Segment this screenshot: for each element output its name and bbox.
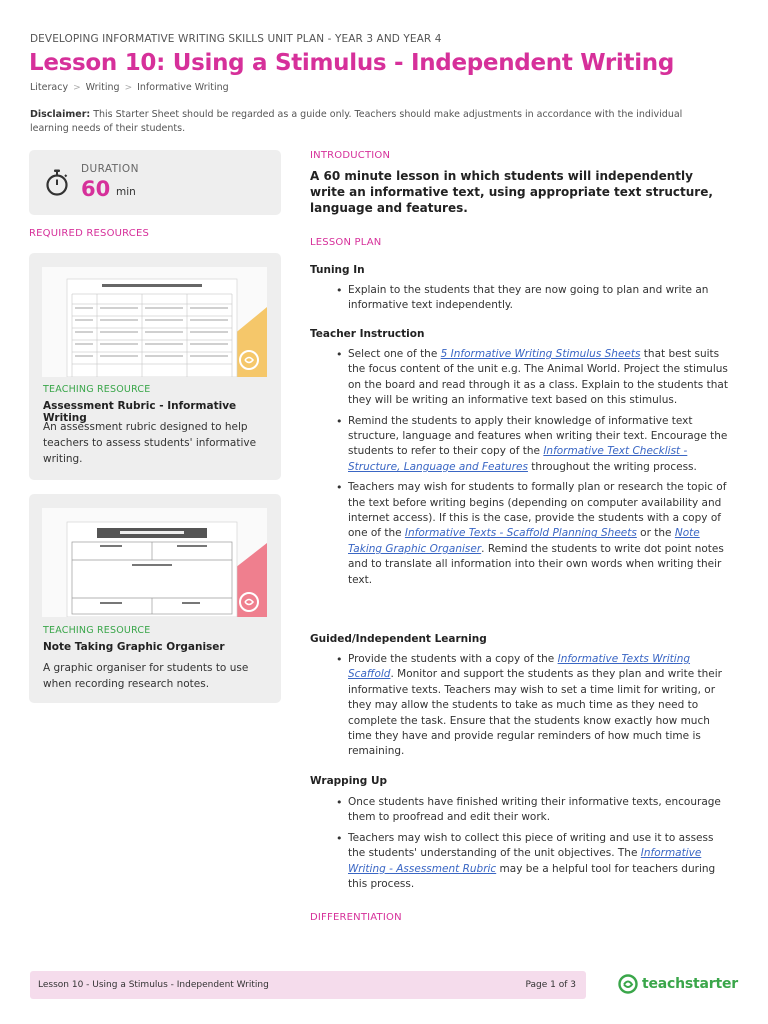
introduction-heading: INTRODUCTION [310, 150, 391, 161]
resource-description: A graphic organiser for students to use when recording research notes. [43, 662, 249, 690]
duration-label: DURATION [81, 163, 139, 175]
tuning-in-heading: Tuning In [310, 264, 365, 276]
unit-plan-label: DEVELOPING INFORMATIVE WRITING SKILLS UNIT PLAN - YEAR 3 AND YEAR 4 [30, 33, 442, 45]
link-assessment-rubric[interactable]: Informative Writing - Assessment Rubric [348, 847, 702, 875]
resource-thumbnail[interactable] [42, 267, 267, 377]
footer-lesson-title: Lesson 10 - Using a Stimulus - Independent Writing [38, 980, 269, 990]
stopwatch-icon [45, 169, 69, 197]
duration-unit: min [116, 186, 136, 198]
link-text-checklist[interactable]: Informative Text Checklist - Structure, Language and Features [348, 445, 688, 473]
resource-thumbnail[interactable] [42, 508, 267, 617]
breadcrumb [30, 82, 229, 93]
resource-type: TEACHING RESOURCE [43, 625, 151, 636]
resource-type: TEACHING RESOURCE [43, 384, 151, 395]
duration-value: 60 [81, 177, 111, 201]
list-item: • Teachers may wish for students to formally plan or research the topic of the text before writing begins (depending on computer availability and internet access). If this is the case, provide the students with a copy of one of the Informative Texts - Scaffold Planning Sheets or the Note Taking Graphic Organiser. Remind the students to write dot point notes and to translate all information into their own words when writing their text. [336, 480, 732, 588]
lesson-plan-heading: LESSON PLAN [310, 237, 382, 248]
guided-learning-list [336, 652, 732, 765]
list-item: • Teachers may wish to collect this piece of writing and use it to assess the students' understanding of the unit objectives. The Informative Writing - Assessment Rubric may be a helpful tool for teachers during this process. [336, 831, 732, 893]
resource-name[interactable]: Note Taking Graphic Organiser [43, 641, 225, 653]
teacher-instruction-list [336, 347, 732, 593]
breadcrumb-item-literacy[interactable]: Literacy [30, 82, 69, 93]
breadcrumb-item-informative-writing[interactable]: Informative Writing [137, 82, 229, 93]
link-note-taking-organiser[interactable]: Note Taking Graphic Organiser [348, 527, 700, 555]
wrapping-up-list [336, 795, 732, 897]
resource-description: An assessment rubric designed to help teachers to assess students' informative writing. [43, 421, 257, 465]
link-scaffold-planning-sheets[interactable]: Informative Texts - Scaffold Planning Sheets [404, 527, 637, 540]
list-item: • Remind the students to apply their knowledge of informative text structure, language and features when writing their text. Encourage the students to refer to their copy of the Informative Text Checklist - Structure, Language and Features throughout the writing process. [336, 414, 732, 476]
duration-box [29, 150, 281, 215]
list-item: • Once students have finished writing their informative texts, encourage them to proofread and edit their work. [336, 795, 732, 826]
brand-logo [618, 974, 738, 994]
guided-learning-heading: Guided/Independent Learning [310, 633, 487, 645]
link-writing-scaffold[interactable]: Informative Texts Writing Scaffold [348, 653, 691, 681]
resource-card-note-taking-organiser[interactable] [29, 494, 281, 703]
list-item: • Provide the students with a copy of the Informative Texts Writing Scaffold. Monitor and support the students as they plan and write their informative texts. Teachers may wish to set a time limit for writing, or they may allow the students to take as much time as they need to complete the task. Ensure that the students know exactly how much time they have and provide regular reminders of how much time is remaining. [336, 652, 732, 760]
required-resources-heading: REQUIRED RESOURCES [29, 228, 150, 239]
teacher-instruction-heading: Teacher Instruction [310, 328, 425, 340]
footer-bar [30, 971, 586, 999]
list-item: • Explain to the students that they are now going to plan and write an informative text independently. [336, 283, 732, 314]
disclaimer-label: Disclaimer: [30, 109, 91, 120]
page-number: Page 1 of 3 [525, 980, 576, 990]
resource-card-assessment-rubric[interactable] [29, 253, 281, 480]
wrapping-up-heading: Wrapping Up [310, 775, 387, 787]
link-stimulus-sheets[interactable]: 5 Informative Writing Stimulus Sheets [440, 348, 641, 360]
resource-name[interactable]: Assessment Rubric - Informative Writing [43, 400, 237, 424]
organiser-preview-image [42, 508, 267, 617]
list-item: • Select one of the 5 Informative Writing Stimulus Sheets that best suits the focus content of the unit e.g. The Animal World. Project the stimulus on the board and read through it as a class. Explain to the students that they will be writing an informative text based on this stimulus. [336, 347, 732, 409]
chevron-right-icon: > [124, 82, 133, 93]
introduction-text: A 60 minute lesson in which students will independently write an informative text, using appropriate text structure, language and features. [310, 169, 713, 215]
page-title: Lesson 10: Using a Stimulus - Independent Writing [29, 50, 675, 76]
brand-name: teachstarter [642, 976, 738, 992]
teachstarter-logo-icon [618, 974, 638, 994]
disclaimer [30, 108, 720, 136]
chevron-right-icon: > [73, 82, 81, 93]
disclaimer-text: This Starter Sheet should be regarded as a guide only. Teachers should make adjustments in accordance with the individual learning needs of their students. [30, 109, 683, 134]
tuning-in-list [336, 283, 732, 319]
rubric-preview-image [42, 267, 267, 377]
breadcrumb-item-writing[interactable]: Writing [85, 82, 120, 93]
differentiation-heading: DIFFERENTIATION [310, 912, 402, 923]
